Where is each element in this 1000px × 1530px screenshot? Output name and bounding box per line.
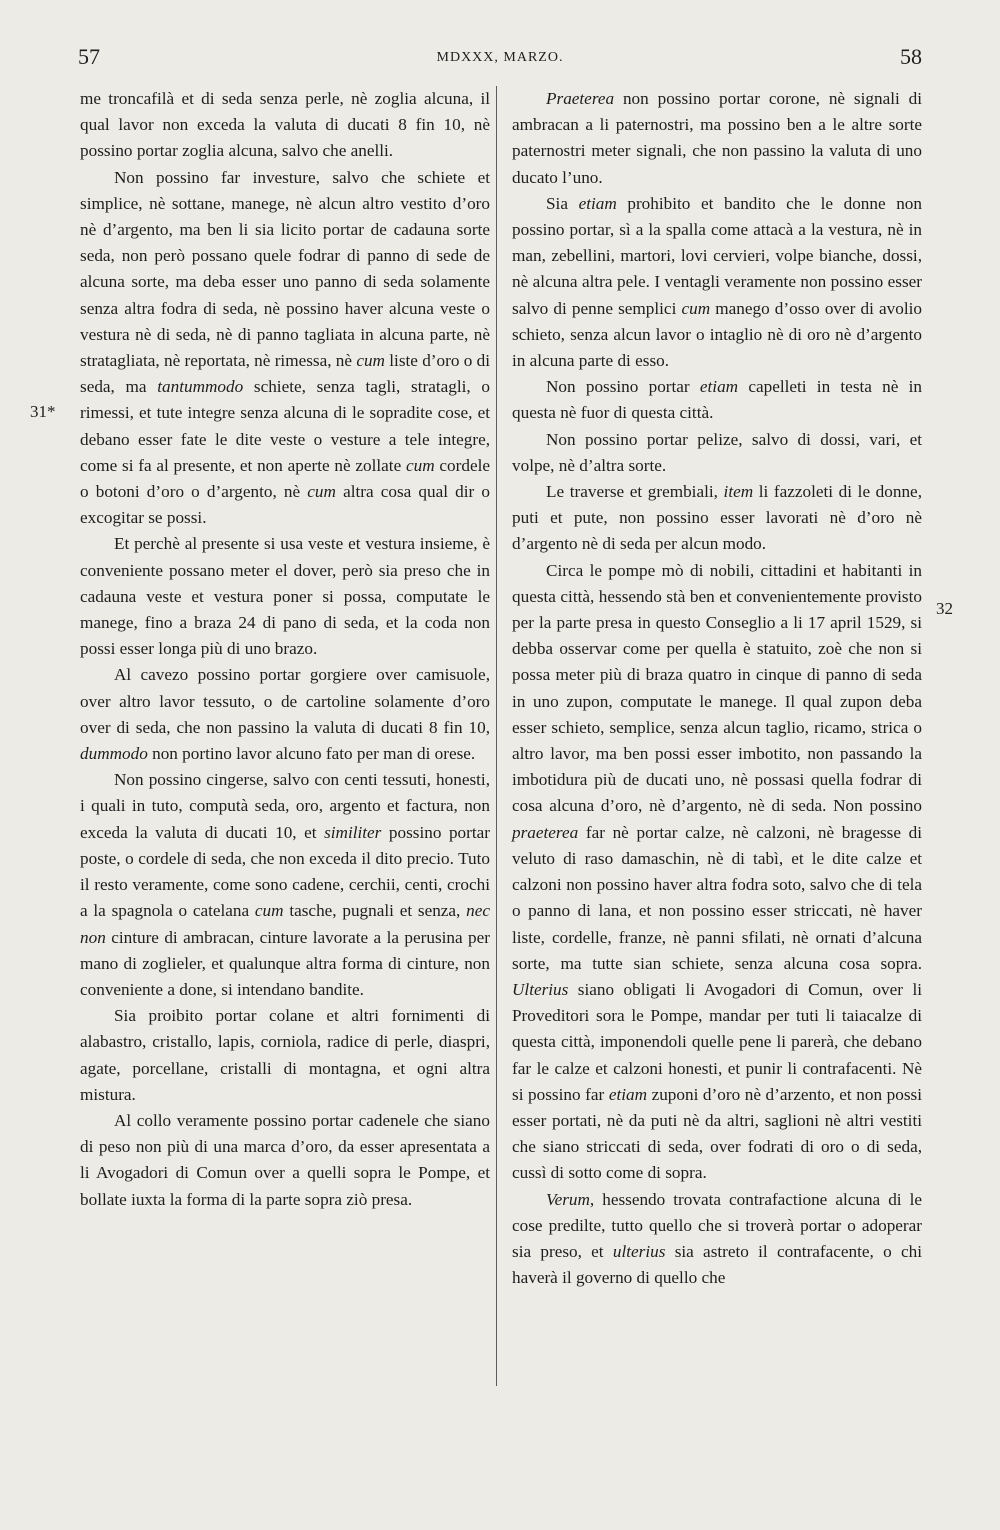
page-number-left: 57: [78, 44, 100, 69]
paragraph: Al collo veramente possino portar cadenele che siano di peso non più di una marca d’oro, da esser apresentata a li Avogadori di Comun over a quelli sopra le Pompe, et bollate iuxta la forma di la parte sopra ziò presa.: [80, 1110, 490, 1209]
page-number-right: 58: [900, 44, 922, 69]
paragraph: Praeterea non possino portar corone, nè signali di ambracan a li paternostri, ma possino ben a le altre sorte paternostri meter signali, che non passino la valuta di uno ducato l’uno.: [512, 89, 922, 187]
paragraph: Non possino portar etiam capelleti in testa nè in questa nè fuor di questa città.: [512, 377, 922, 423]
column-divider: [496, 86, 497, 1386]
paragraph: Non possino far investure, salvo che schiete et simplice, nè sottane, manege, nè alcun altro vestito d’oro nè d’argento, ma ben li sia licito portar de cadauna sorte seda, non però possano quele fodrar di panno di sede de alcuna sorte, ma deba esser uno panno di seda solamente senza altra fodra di seda, nè possino haver alcuna veste o vestura nè di seda, nè di panno tagliata in alcuna parte, nè stratagliata, nè reportata, nè rimessa, nè cum liste d’oro o di seda, ma tantummodo schiete, senza tagli, stratagli, o rimessi, et tute integre senza alcuna di le sopradite cose, et debano esser fate le dite veste o vesture a tele integre, come si fa al presente, et non aperte nè zollate cum cordele o botoni d’oro o d’argento, nè cum altra cosa qual dir o excogitar se possi.: [80, 167, 490, 528]
right-column: [512, 86, 922, 1291]
running-title: MDXXX, MARZO.: [436, 50, 564, 65]
margin-number-31: 31*: [30, 402, 56, 421]
paragraph: Non possino portar pelize, salvo di dossi, vari, et volpe, nè d’altra sorte.: [512, 429, 922, 475]
margin-number-32: 32: [936, 599, 953, 618]
page-header: [78, 44, 922, 74]
paragraph: Al cavezo possino portar gorgiere over camisuole, over altro lavor tessuto, o de cartoline solamente d’oro over di seda, che non passino la valuta di ducati 8 fin 10, dummodo non portino lavor alcuno fato per man di orese.: [80, 665, 490, 764]
paragraph: Verum, hessendo trovata contrafactione alcuna di le cose predilte, tutto quello che si troverà portar o adoperar sia preso, et ulterius sia astreto il contrafacente, o chi haverà il governo di quello che: [512, 1189, 922, 1288]
left-column: [80, 86, 490, 1213]
paragraph: Le traverse et grembiali, item li fazzoleti di le donne, puti et pute, non possino esser lavorati nè d’oro nè d’argento nè di seda per alcun modo.: [512, 482, 922, 554]
paragraph: Et perchè al presente si usa veste et vestura insieme, è conveniente possano meter el dover, però sia preso che in cadauna veste et vestura poner si possa, computate le manege, fino a braza 24 di pano di seda, et la coda non possi esser longa più di uno brazo.: [80, 534, 490, 659]
paragraph: Sia proibito portar colane et altri fornimenti di alabastro, cristallo, lapis, corniola, radice di perle, diaspri, agate, porcellane, cristalli di montagna, et ogni altra mistura.: [80, 1006, 490, 1104]
paragraph: Non possino cingerse, salvo con centi tessuti, honesti, i quali in tuto, computà seda, oro, argento et factura, non exceda la valuta di ducati 10, et similiter possino portar poste, o cordele di seda, che non exceda il dito precio. Tuto il resto veramente, come sono cadene, cerchii, centi, crochi a la spagnola o catelana cum tasche, pugnali et senza, nec non cinture di ambracan, cinture lavorate a la perusina per mano di zoglieler, et qualunque altra forma di cinture, non conveniente a done, si intendano bandite.: [80, 770, 490, 999]
paragraph: Sia etiam prohibito et bandito che le donne non possino portar, sì a la spalla come attacà a la vestura, nè in man, zebellini, martori, lovi cervieri, volpe bianche, dossi, nè alcuna altra pele. I ventagli veramente non possino esser salvo di penne semplici cum manego d’osso over di avolio schieto, senza alcun lavor o intaglio nè di oro nè d’argento in alcuna parte di esso.: [512, 193, 922, 371]
paragraph: Circa le pompe mò di nobili, cittadini et habitanti in questa città, hessendo stà ben et convenientemente provisto per la parte presa in questo Conseglio a li 17 april 1529, si debba osservar come per quella è statuito, zoè che non si possa meter più di braza quatro in cinque di panno di seda in uno zupon, computate le manege. Il qual zupon deba esser schieto, semplice, senza alcun taglio, ricamo, strica o altro lavor, ma ben possi esser imbotito, non passando la imbotidura più de ducati uno, nè possasi quella fodrar di cosa alcuna d’oro, nè d’argento, nè di seda. Non possino praeterea far nè portar calze, nè calzoni, nè bragesse di veluto di raso damaschin, nè di tabì, et le dite calze et calzoni non possino haver altra fodra soto, salvo che di tela o panno di lana, et non possino esser striccati, nè haver liste, cordelle, franze, nè panni sfilati, nè ornati d’alcuna sorte, ma tutte sian schiete, senza alcuna cosa sopra. Ulterius siano obligati li Avogadori di Comun, over li Proveditori sora le Pompe, mandar per tuti li taiacalze di questa città, imponendoli quelle pene li parerà, che debano far le calze et calzoni honesti, et punir li contrafacenti. Nè si possino far etiam zuponi d’oro nè d’arzento, et non possi esser portati, nè da puti nè da altri, saglioni nè altri vestiti che siano striccati di seda, over fodrati di oro o di seda, cussì di sotto come di sopra.: [512, 560, 922, 1183]
paragraph: me troncafilà et di seda senza perle, nè zoglia alcuna, il qual lavor non exceda la valuta di ducati 8 fin 10, nè possino portar zoglia alcuna, salvo che anelli.: [80, 89, 490, 161]
